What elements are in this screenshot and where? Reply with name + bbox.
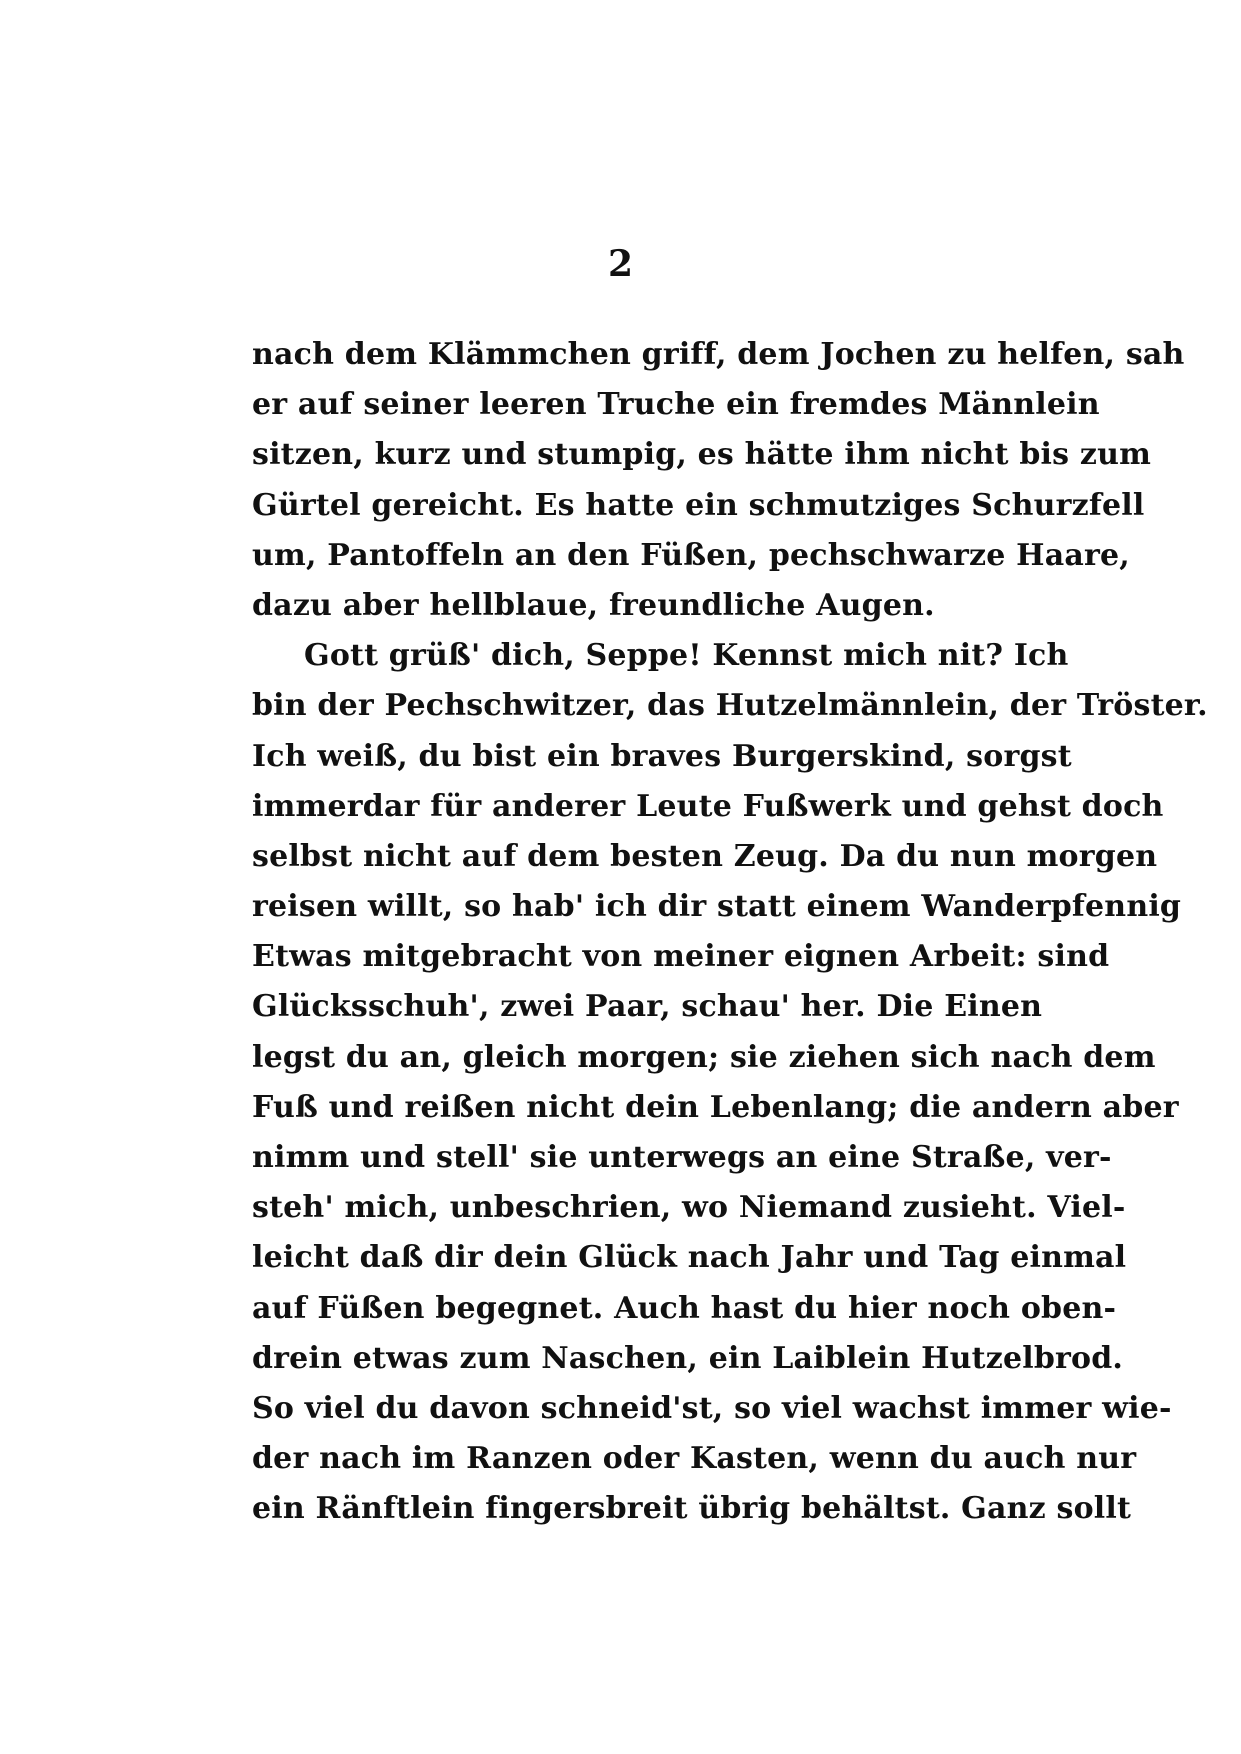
text-line: nach dem Klämmchen griff, dem Jochen zu helfen, sah — [252, 337, 1185, 372]
text-line: legst du an, gleich morgen; sie ziehen sich nach dem — [252, 1039, 1156, 1075]
text-line: leicht daß dir dein Glück nach Jahr und Tag einmal — [252, 1240, 1127, 1276]
text-line: Gürtel gereicht. Es hatte ein schmutziges Schurzfell — [252, 487, 1145, 523]
text-line: Glücksschuh', zwei Paar, schau' her. Die Einen — [252, 989, 1043, 1025]
text-line: Gott grüß' dich, Seppe! Kennst mich nit? Ich — [304, 638, 1069, 674]
text-line: drein etwas zum Naschen, ein Laiblein Hutzelbrod. — [252, 1340, 1124, 1376]
body-text — [252, 330, 1208, 1535]
text-line: nimm und stell' sie unterwegs an eine Straße, ver- — [252, 1140, 1112, 1175]
text-line: sitzen, kurz und stumpig, es hätte ihm nicht bis zum — [252, 437, 1152, 473]
text-line: ein Ränftlein fingersbreit übrig behältst. Ganz sollt — [252, 1491, 1132, 1527]
text-line: selbst nicht auf dem besten Zeug. Da du nun morgen — [252, 838, 1158, 874]
text-line: der nach im Ranzen oder Kasten, wenn du auch nur — [252, 1441, 1137, 1477]
text-line: er auf seiner leeren Truche ein fremdes Männlein — [252, 387, 1100, 423]
text-line: steh' mich, unbeschrien, wo Niemand zusieht. Viel- — [252, 1190, 1126, 1226]
text-line: Ich weiß, du bist ein braves Burgerskind, sorgst — [252, 738, 1072, 774]
text-line: um, Pantoffeln an den Füßen, pechschwarze Haare, — [252, 537, 1130, 573]
text-line: auf Füßen begegnet. Auch hast du hier noch oben- — [252, 1290, 1117, 1326]
text-line: reisen willt, so hab' ich dir statt einem Wanderpfennig — [252, 889, 1182, 925]
text-line: bin der Pechschwitzer, das Hutzelmännlein, der Tröster. — [252, 688, 1208, 724]
text-line: dazu aber hellblaue, freundliche Augen. — [252, 587, 935, 623]
text-line: immerdar für anderer Leute Fußwerk und gehst doch — [252, 788, 1164, 824]
text-line: So viel du davon schneid'st, so viel wachst immer wie- — [252, 1390, 1172, 1426]
page-number: 2 — [607, 243, 634, 285]
text-line: Fuß und reißen nicht dein Lebenlang; die andern aber — [252, 1089, 1179, 1125]
text-line: Etwas mitgebracht von meiner eignen Arbeit: sind — [252, 939, 1110, 975]
